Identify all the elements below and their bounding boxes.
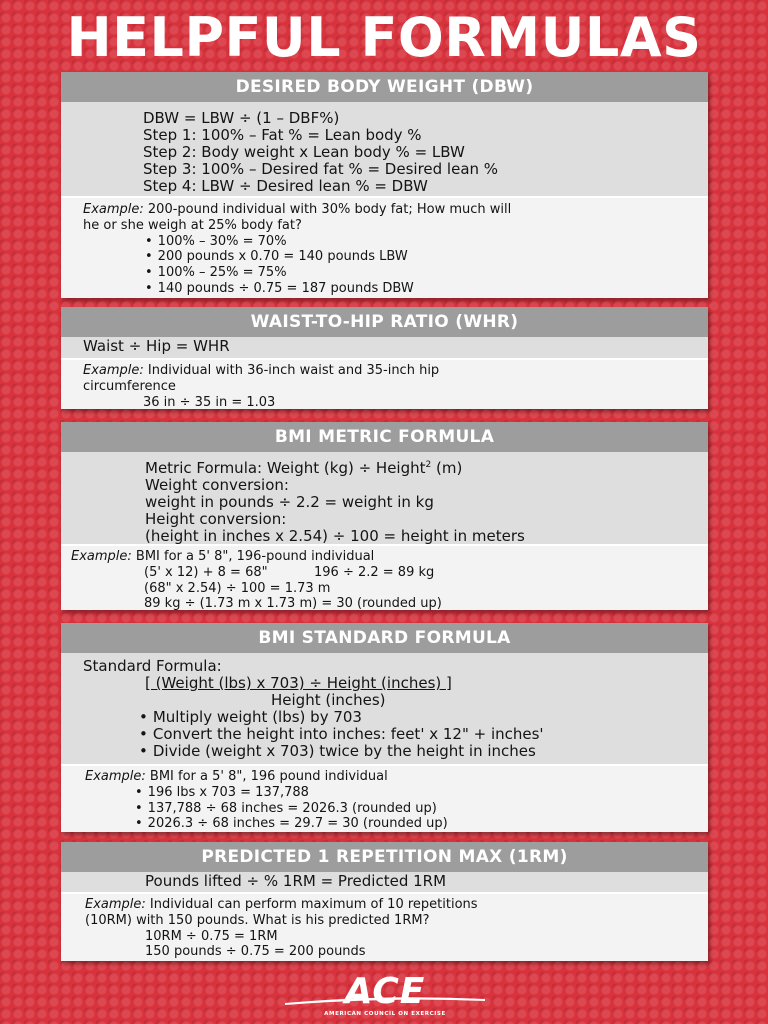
bmi-standard-header: BMI STANDARD FORMULA	[61, 623, 708, 653]
bmi-standard-example-line	[85, 769, 708, 785]
bmi-metric-calc: 89 kg ÷ (1.73 m x 1.73 m) = 30 (rounded up)	[144, 596, 442, 612]
bmi-metric-header: BMI METRIC FORMULA	[61, 422, 708, 452]
bmi-standard-example-bullet: • 137,788 ÷ 68 inches = 2026.3 (rounded up)	[135, 801, 708, 817]
example-label: Example:	[83, 363, 144, 378]
calc-text: 196 ÷ 2.2 = 89 kg	[314, 564, 435, 580]
ace-logo	[285, 971, 485, 1020]
whr-example-line	[83, 363, 708, 379]
dbw-step: Step 3: 100% – Desired fat % = Desired lean %	[143, 160, 499, 178]
dbw-example-line: he or she weigh at 25% body fat?	[83, 217, 302, 233]
example-text: 200-pound individual with 30% body fat; How much will	[143, 202, 512, 217]
example-label: Example:	[85, 897, 146, 912]
formula-text: (m)	[431, 459, 463, 477]
example-text: Individual can perform maximum of 10 repetitions	[145, 897, 478, 912]
bmi-metric-line: Weight conversion:	[145, 476, 289, 494]
page-title: HELPFUL FORMULAS	[66, 6, 702, 69]
dbw-example-bullet: • 200 pounds x 0.70 = 140 pounds LBW	[145, 249, 708, 265]
bmi-standard-bullet: • Divide (weight x 703) twice by the height in inches	[139, 743, 708, 760]
formula-superscript: 2	[425, 460, 432, 470]
bmi-metric-example-section	[61, 544, 708, 610]
dbw-step: Step 2: Body weight x Lean body % = LBW	[143, 143, 465, 161]
example-text: BMI for a 5' 8", 196 pound individual	[145, 769, 388, 784]
bmi-standard-bullet: • Multiply weight (lbs) by 703	[139, 709, 708, 726]
formula-text: Metric Formula: Weight (kg) ÷ Height	[145, 459, 426, 477]
bmi-standard-numerator: [ (Weight (lbs) x 703) ÷ Height (inches) ]	[145, 674, 452, 692]
dbw-panel	[61, 72, 708, 298]
rm-panel	[61, 842, 708, 961]
rm-calc: 150 pounds ÷ 0.75 = 200 pounds	[145, 944, 366, 960]
rm-header: PREDICTED 1 REPETITION MAX (1RM)	[61, 842, 708, 872]
dbw-example-section	[61, 196, 708, 298]
bmi-standard-formula-section	[61, 653, 708, 764]
bmi-standard-bullet: • Convert the height into inches: feet' x 12" + inches'	[139, 726, 708, 743]
bmi-standard-example-bullet: • 2026.3 ÷ 68 inches = 29.7 = 30 (rounded up)	[135, 816, 708, 832]
logo-text: ACE	[344, 971, 426, 1012]
whr-example-section	[61, 358, 708, 409]
rm-formula-section	[61, 872, 708, 892]
whr-example-result: 36 in ÷ 35 in = 1.03	[143, 394, 276, 410]
calc-text: (5' x 12) + 8 = 68"	[144, 564, 268, 580]
bmi-metric-panel	[61, 422, 708, 610]
bmi-metric-example-line	[71, 549, 708, 565]
example-text: Individual with 36-inch waist and 35-inch hip	[143, 363, 440, 378]
bmi-metric-line: Height conversion:	[145, 510, 287, 528]
dbw-example-bullet: • 140 pounds ÷ 0.75 = 187 pounds DBW	[145, 281, 708, 297]
dbw-step: Step 4: LBW ÷ Desired lean % = DBW	[143, 177, 428, 195]
whr-header: WAIST-TO-HIP RATIO (WHR)	[61, 307, 708, 337]
rm-formula: Pounds lifted ÷ % 1RM = Predicted 1RM	[145, 872, 447, 890]
whr-formula: Waist ÷ Hip = WHR	[83, 337, 230, 355]
bmi-metric-calc: (68" x 2.54) ÷ 100 = 1.73 m	[144, 580, 331, 596]
whr-panel	[61, 307, 708, 409]
example-label: Example:	[85, 769, 146, 784]
example-label: Example:	[71, 549, 132, 564]
bmi-standard-denominator: Height (inches)	[271, 691, 386, 709]
bmi-metric-formula	[145, 457, 708, 477]
bmi-standard-example-bullet: • 196 lbs x 703 = 137,788	[135, 785, 708, 801]
rm-example-section	[61, 892, 708, 961]
dbw-example-bullet: • 100% – 25% = 75%	[145, 265, 708, 281]
example-text: BMI for a 5' 8", 196-pound individual	[131, 549, 375, 564]
bmi-metric-line: weight in pounds ÷ 2.2 = weight in kg	[145, 493, 434, 511]
dbw-formula-section	[61, 102, 708, 196]
bmi-metric-formula-section	[61, 452, 708, 544]
dbw-formula: DBW = LBW ÷ (1 – DBF%)	[143, 109, 340, 127]
whr-example-line: circumference	[83, 378, 176, 394]
logo-subtitle: AMERICAN COUNCIL ON EXERCISE	[324, 1011, 446, 1017]
dbw-example-bullet: • 100% – 30% = 70%	[145, 234, 708, 250]
dbw-step: Step 1: 100% – Fat % = Lean body %	[143, 126, 422, 144]
bmi-standard-example-section	[61, 764, 708, 832]
bmi-standard-panel	[61, 623, 708, 832]
example-label: Example:	[83, 202, 144, 217]
rm-example-line	[85, 897, 708, 913]
bmi-standard-label: Standard Formula:	[83, 657, 222, 675]
dbw-example-line	[83, 202, 708, 218]
rm-calc: 10RM ÷ 0.75 = 1RM	[145, 928, 278, 944]
bmi-metric-line: (height in inches x 2.54) ÷ 100 = height in meters	[145, 527, 525, 545]
rm-example-line: (10RM) with 150 pounds. What is his predicted 1RM?	[85, 912, 430, 928]
dbw-header: DESIRED BODY WEIGHT (DBW)	[61, 72, 708, 102]
whr-formula-section	[61, 337, 708, 358]
bmi-metric-calc	[144, 565, 708, 581]
